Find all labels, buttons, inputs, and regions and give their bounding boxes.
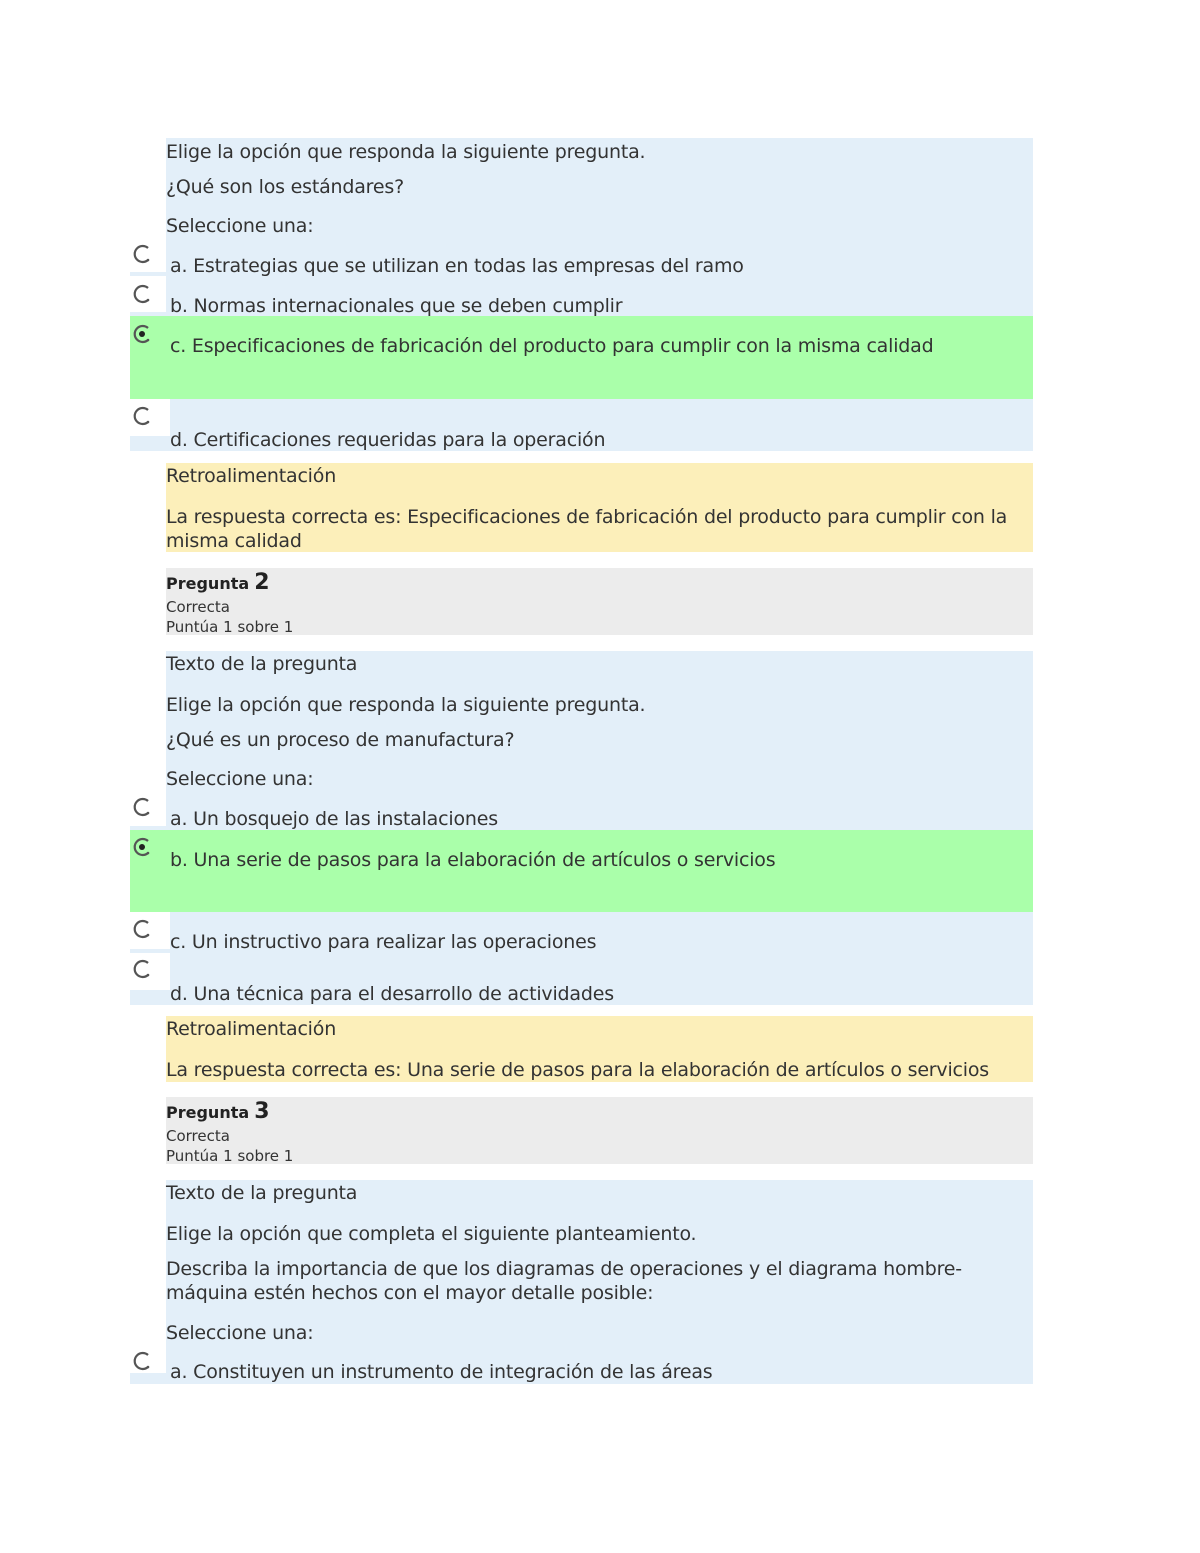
q2-status: Correcta xyxy=(166,598,230,616)
q3-score: Puntúa 1 sobre 1 xyxy=(166,1147,294,1165)
q1-option-d-underline xyxy=(130,436,170,451)
q2-option-d-underline xyxy=(130,990,170,1005)
q2-label: Pregunta xyxy=(166,574,250,593)
q3-text-heading: Texto de la pregunta xyxy=(166,1182,358,1204)
q1-option-c[interactable]: c. Especificaciones de fabricación del producto para cumplir con la misma calidad xyxy=(170,335,934,357)
q1-feedback-title: Retroalimentación xyxy=(166,465,337,487)
q2-feedback-title: Retroalimentación xyxy=(166,1018,337,1040)
q2-instruction: Elige la opción que responda la siguiente pregunta. xyxy=(166,694,646,716)
q1-option-a[interactable]: a. Estrategias que se utilizan en todas las empresas del ramo xyxy=(170,255,744,277)
q2-info-box xyxy=(166,568,1033,635)
q2-score: Puntúa 1 sobre 1 xyxy=(166,618,294,636)
q1-option-b-underline xyxy=(130,312,170,316)
q1-radio-a[interactable] xyxy=(131,243,153,265)
q3-heading xyxy=(166,1099,270,1124)
q3-number: 3 xyxy=(254,1099,270,1124)
q2-option-b[interactable]: b. Una serie de pasos para la elaboración de artículos o servicios xyxy=(170,849,776,871)
q3-option-a[interactable]: a. Constituyen un instrumento de integración de las áreas xyxy=(170,1361,713,1383)
q2-radio-b-selected[interactable] xyxy=(131,836,153,858)
q3-select-prompt: Seleccione una: xyxy=(166,1322,314,1344)
q1-option-b[interactable]: b. Normas internacionales que se deben cumplir xyxy=(170,295,623,317)
q2-radio-c[interactable] xyxy=(131,918,153,940)
q3-question-text: Describa la importancia de que los diagramas de operaciones y el diagrama hombre-máquina estén hechos con el mayor detalle posible: xyxy=(166,1258,962,1304)
q1-question-text: ¿Qué son los estándares? xyxy=(166,176,404,198)
q3-info-box xyxy=(166,1097,1033,1164)
q2-option-d[interactable]: d. Una técnica para el desarrollo de actividades xyxy=(170,983,614,1005)
q1-feedback-text: La respuesta correcta es: Especificaciones de fabricación del producto para cumplir con la misma calidad xyxy=(166,506,1008,552)
q2-number: 2 xyxy=(254,570,270,595)
q3-instruction: Elige la opción que completa el siguiente planteamiento. xyxy=(166,1223,697,1245)
q2-heading xyxy=(166,570,270,595)
q1-select-prompt: Seleccione una: xyxy=(166,215,314,237)
q1-radio-c-selected[interactable] xyxy=(131,323,153,345)
q2-option-c[interactable]: c. Un instructivo para realizar las operaciones xyxy=(170,931,597,953)
q2-option-c-underline xyxy=(130,949,170,953)
q2-feedback-text: La respuesta correcta es: Una serie de pasos para la elaboración de artículos o servicios xyxy=(166,1059,989,1081)
q3-label: Pregunta xyxy=(166,1103,250,1122)
q1-radio-b[interactable] xyxy=(131,283,153,305)
q3-status: Correcta xyxy=(166,1127,230,1145)
q3-radio-a[interactable] xyxy=(131,1350,153,1372)
q2-radio-a[interactable] xyxy=(131,796,153,818)
q1-instruction: Elige la opción que responda la siguiente pregunta. xyxy=(166,141,646,163)
q2-select-prompt: Seleccione una: xyxy=(166,768,314,790)
q2-radio-d[interactable] xyxy=(131,958,153,980)
q3-option-a-underline xyxy=(130,1373,170,1384)
q1-option-a-underline xyxy=(130,272,170,276)
q2-option-a-underline xyxy=(130,826,170,830)
q2-option-a[interactable]: a. Un bosquejo de las instalaciones xyxy=(170,808,498,830)
q2-text-heading: Texto de la pregunta xyxy=(166,653,358,675)
q2-question-text: ¿Qué es un proceso de manufactura? xyxy=(166,729,515,751)
q1-radio-d[interactable] xyxy=(131,405,153,427)
q1-option-d[interactable]: d. Certificaciones requeridas para la operación xyxy=(170,429,606,451)
